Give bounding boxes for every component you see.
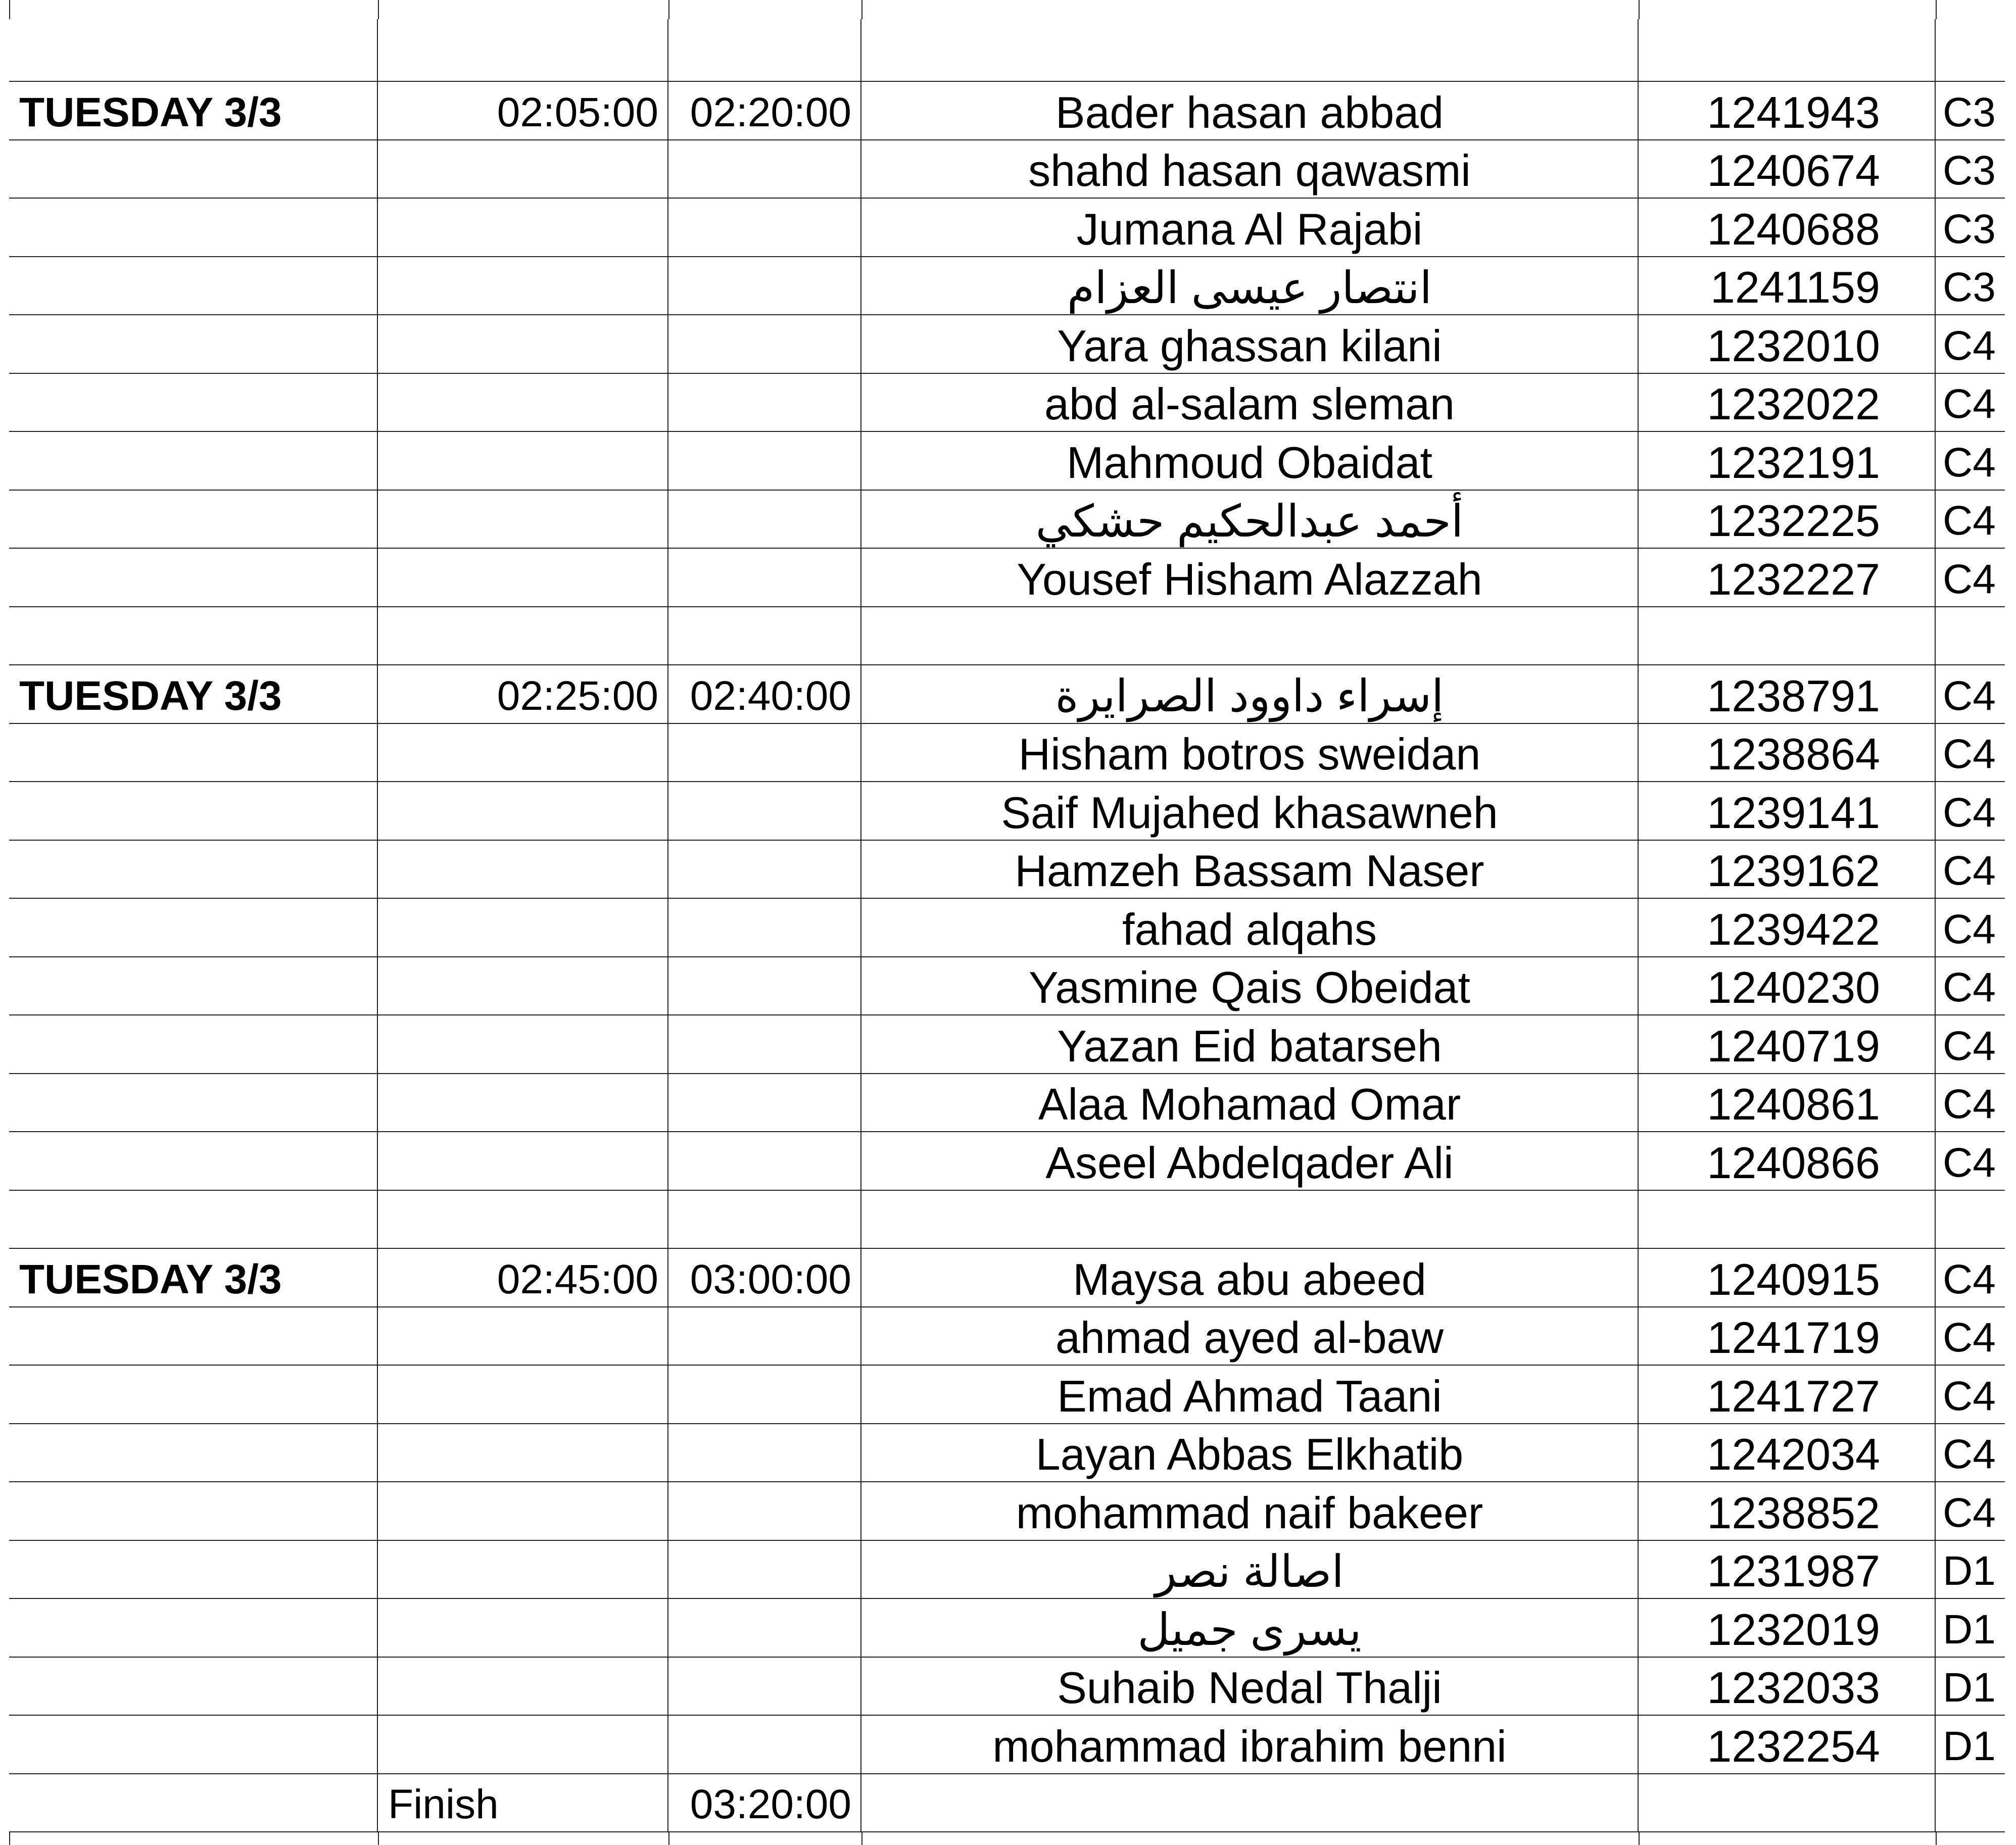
room-cell[interactable]: C4 (1943, 498, 1996, 544)
student-name-cell[interactable]: shahd hasan qawasmi (861, 140, 1639, 198)
table-row (9, 665, 2005, 724)
cell[interactable] (9, 140, 378, 198)
student-name-cell[interactable]: mohammad naif bakeer (861, 1482, 1639, 1540)
student-id-cell[interactable]: 1239162 (1639, 841, 1936, 898)
start-time-cell[interactable]: 02:25:00 (378, 665, 668, 723)
student-id-cell[interactable]: 1232019 (1639, 1599, 1936, 1657)
cell[interactable] (9, 782, 378, 840)
day-cell[interactable]: TUESDAY 3/3 (9, 665, 378, 723)
cell[interactable] (1639, 19, 1936, 81)
student-name-cell[interactable]: Mahmoud Obaidat (861, 432, 1639, 490)
table-row (9, 549, 2005, 607)
cell[interactable] (9, 1366, 378, 1423)
table-row (9, 1074, 2005, 1133)
cell[interactable] (9, 899, 378, 956)
table-row (9, 82, 2005, 140)
table-row (9, 1307, 2005, 1366)
cell[interactable] (861, 1191, 1639, 1248)
cell[interactable] (668, 1424, 861, 1482)
student-id-cell[interactable]: 1241727 (1639, 1366, 1936, 1423)
student-id-cell[interactable]: 1240719 (1639, 1015, 1936, 1073)
table-row (9, 724, 2005, 783)
student-name-cell[interactable]: ahmad ayed al-baw (861, 1307, 1639, 1365)
cell[interactable] (9, 957, 378, 1015)
student-id-cell[interactable]: 1240688 (1639, 199, 1936, 256)
cell[interactable] (378, 1191, 668, 1248)
day-cell[interactable]: TUESDAY 3/3 (9, 82, 378, 139)
student-id-cell[interactable]: 1232010 (1639, 315, 1936, 373)
schedule-sheet (9, 19, 2005, 1832)
cell[interactable] (378, 782, 668, 840)
room-cell[interactable]: C4 (1943, 556, 1996, 602)
room-cell[interactable]: C3 (1943, 264, 1996, 311)
cell[interactable] (668, 1716, 861, 1773)
cell[interactable] (9, 1541, 378, 1598)
blank-row (9, 607, 2005, 666)
table-row (9, 257, 2005, 316)
cell[interactable] (668, 1191, 861, 1248)
cell[interactable] (668, 19, 861, 81)
room-cell[interactable]: C4 (1943, 1431, 1996, 1478)
table-row (9, 1482, 2005, 1541)
cell[interactable] (378, 1424, 668, 1482)
cell[interactable] (668, 374, 861, 431)
student-id-cell[interactable]: 1239141 (1639, 782, 1936, 840)
cell[interactable] (9, 1716, 378, 1773)
cell[interactable] (668, 1482, 861, 1540)
table-row (9, 199, 2005, 257)
cell[interactable] (9, 432, 378, 490)
cell[interactable] (1936, 19, 2005, 81)
cell[interactable] (378, 1599, 668, 1657)
cell[interactable] (378, 315, 668, 373)
student-id-cell[interactable]: 1241159 (1639, 257, 1936, 315)
student-id-cell[interactable]: 1240915 (1639, 1249, 1936, 1306)
student-id-cell[interactable]: 1240230 (1639, 957, 1936, 1015)
cell[interactable] (668, 724, 861, 782)
cell[interactable] (9, 1599, 378, 1657)
cell[interactable] (378, 374, 668, 431)
cell[interactable] (668, 841, 861, 898)
student-id-cell[interactable]: 1241943 (1639, 82, 1936, 139)
student-name-cell[interactable]: إسراء داوود الصرايرة (861, 665, 1639, 723)
student-id-cell[interactable]: 1232022 (1639, 374, 1936, 431)
start-time-cell[interactable]: 02:45:00 (378, 1249, 668, 1306)
table-row (9, 1132, 2005, 1191)
table-row (9, 1541, 2005, 1599)
cell[interactable] (378, 607, 668, 665)
cell[interactable] (378, 1482, 668, 1540)
cell[interactable] (668, 1541, 861, 1598)
cell[interactable] (668, 957, 861, 1015)
cell[interactable] (378, 724, 668, 782)
room-cell[interactable]: C4 (1943, 322, 1996, 369)
cell[interactable] (861, 19, 1639, 81)
room-cell[interactable]: C4 (1943, 731, 1996, 778)
cell[interactable] (378, 1074, 668, 1132)
cell[interactable] (9, 19, 378, 81)
room-cell[interactable]: C4 (1943, 1081, 1996, 1128)
room-cell[interactable]: C4 (1943, 1489, 1996, 1536)
table-row (9, 782, 2005, 841)
cell[interactable] (378, 1132, 668, 1190)
cell[interactable] (668, 1366, 861, 1423)
student-name-cell[interactable]: Yasmine Qais Obeidat (861, 957, 1639, 1015)
student-id-cell[interactable]: 1231987 (1639, 1541, 1936, 1598)
cell[interactable] (378, 199, 668, 256)
end-time-cell[interactable]: 02:20:00 (668, 82, 861, 139)
student-id-cell[interactable]: 1232191 (1639, 432, 1936, 490)
table-row (9, 899, 2005, 957)
cell[interactable] (378, 491, 668, 548)
student-name-cell[interactable]: Emad Ahmad Taani (861, 1366, 1639, 1423)
room-cell[interactable]: C4 (1943, 1256, 1996, 1302)
student-name-cell[interactable]: Aseel Abdelqader Ali (861, 1132, 1639, 1190)
student-id-cell[interactable]: 1238864 (1639, 724, 1936, 782)
student-name-cell[interactable]: Jumana Al Rajabi (861, 199, 1639, 256)
cell[interactable] (9, 199, 378, 256)
cell[interactable] (9, 1191, 378, 1248)
student-id-cell[interactable]: 1232033 (1639, 1658, 1936, 1715)
room-cell[interactable]: C4 (1943, 789, 1996, 836)
cell[interactable] (9, 1132, 378, 1190)
student-id-cell[interactable]: 1239422 (1639, 899, 1936, 956)
student-name-cell[interactable]: Hisham botros sweidan (861, 724, 1639, 782)
cell[interactable] (378, 1716, 668, 1773)
blank-row (9, 19, 2005, 82)
cell[interactable] (668, 549, 861, 606)
student-name-cell[interactable]: abd al-salam sleman (861, 374, 1639, 431)
room-cell[interactable]: C4 (1943, 1139, 1996, 1186)
cell[interactable] (9, 1482, 378, 1540)
room-cell[interactable]: D1 (1943, 1548, 1996, 1594)
cell[interactable] (668, 607, 861, 665)
student-name-cell[interactable]: Alaa Mohamad Omar (861, 1074, 1639, 1132)
cell[interactable] (9, 841, 378, 898)
table-row (9, 957, 2005, 1016)
room-cell[interactable]: C4 (1943, 1373, 1996, 1419)
cell[interactable] (378, 899, 668, 956)
student-id-cell[interactable]: 1241719 (1639, 1307, 1936, 1365)
student-name-cell[interactable]: يسرى جميل (861, 1599, 1639, 1657)
cell[interactable] (9, 491, 378, 548)
cell[interactable] (9, 1074, 378, 1132)
cell[interactable] (9, 315, 378, 373)
table-row (9, 491, 2005, 549)
room-cell[interactable]: C4 (1943, 439, 1996, 485)
student-name-cell[interactable]: Yazan Eid batarseh (861, 1015, 1639, 1073)
room-cell[interactable]: C4 (1943, 381, 1996, 427)
table-row (9, 374, 2005, 432)
room-cell[interactable]: C3 (1943, 89, 1996, 135)
room-cell[interactable]: C4 (1943, 906, 1996, 952)
room-cell[interactable]: C3 (1943, 148, 1996, 194)
table-row (9, 1424, 2005, 1483)
student-id-cell[interactable]: 1240861 (1639, 1074, 1936, 1132)
cell[interactable] (1936, 607, 2005, 665)
cell[interactable] (9, 374, 378, 431)
cell[interactable] (9, 724, 378, 782)
day-cell[interactable]: TUESDAY 3/3 (9, 1249, 378, 1306)
student-name-cell[interactable]: Bader hasan abbad (861, 82, 1639, 139)
student-id-cell[interactable]: 1240674 (1639, 140, 1936, 198)
cell[interactable] (1639, 607, 1936, 665)
cell[interactable] (668, 315, 861, 373)
cell[interactable] (378, 257, 668, 315)
student-name-cell[interactable]: Suhaib Nedal Thalji (861, 1658, 1639, 1715)
cell[interactable] (9, 1774, 378, 1832)
cell[interactable] (1639, 1774, 1936, 1832)
cell[interactable] (668, 257, 861, 315)
student-name-cell[interactable]: Maysa abu abeed (861, 1249, 1639, 1306)
cell[interactable] (378, 1658, 668, 1715)
cell[interactable] (9, 1424, 378, 1482)
cell[interactable] (668, 1599, 861, 1657)
cell[interactable] (378, 1307, 668, 1365)
student-name-cell[interactable]: انتصار عيسى العزام (861, 257, 1639, 315)
cell[interactable] (668, 1658, 861, 1715)
cell[interactable] (378, 957, 668, 1015)
table-row (9, 841, 2005, 899)
cell[interactable] (378, 549, 668, 606)
student-name-cell[interactable]: أحمد عبدالحكيم حشكي (861, 491, 1639, 548)
cell[interactable] (668, 432, 861, 490)
finish-label[interactable]: Finish (378, 1774, 668, 1832)
cell[interactable] (9, 257, 378, 315)
cell[interactable] (668, 1074, 861, 1132)
student-name-cell[interactable]: Yara ghassan kilani (861, 315, 1639, 373)
room-cell[interactable]: C3 (1943, 206, 1996, 252)
table-row (9, 1366, 2005, 1424)
student-name-cell[interactable]: fahad alqahs (861, 899, 1639, 956)
student-id-cell[interactable]: 1238791 (1639, 665, 1936, 723)
cell[interactable] (378, 1541, 668, 1598)
cell[interactable] (9, 1658, 378, 1715)
cell[interactable] (668, 1132, 861, 1190)
cell[interactable] (1936, 1774, 2005, 1832)
cell[interactable] (668, 1015, 861, 1073)
cell[interactable] (378, 841, 668, 898)
cell[interactable] (1936, 1191, 2005, 1248)
cell[interactable] (9, 607, 378, 665)
table-row (9, 315, 2005, 374)
student-id-cell[interactable]: 1232254 (1639, 1716, 1936, 1773)
end-time-cell[interactable]: 03:00:00 (668, 1249, 861, 1306)
cell[interactable] (378, 140, 668, 198)
table-row (9, 140, 2005, 199)
cell[interactable] (668, 491, 861, 548)
student-name-cell[interactable]: Yousef Hisham Alazzah (861, 549, 1639, 606)
room-cell[interactable]: C4 (1943, 848, 1996, 894)
student-name-cell[interactable]: mohammad ibrahim benni (861, 1716, 1639, 1773)
table-row (9, 1015, 2005, 1074)
room-cell[interactable]: C4 (1943, 672, 1996, 719)
room-cell[interactable]: D1 (1943, 1723, 1996, 1769)
cell[interactable] (378, 1015, 668, 1073)
end-time-cell[interactable]: 02:40:00 (668, 665, 861, 723)
cell[interactable] (378, 432, 668, 490)
cell[interactable] (668, 199, 861, 256)
cell[interactable] (9, 1015, 378, 1073)
cell[interactable] (861, 1774, 1639, 1832)
cell[interactable] (378, 1366, 668, 1423)
cell[interactable] (9, 549, 378, 606)
start-time-cell[interactable]: 02:05:00 (378, 82, 668, 139)
student-id-cell[interactable]: 1242034 (1639, 1424, 1936, 1482)
cell[interactable] (668, 1307, 861, 1365)
cell[interactable] (668, 899, 861, 956)
room-cell[interactable]: D1 (1943, 1606, 1996, 1653)
table-row (9, 1599, 2005, 1658)
student-name-cell[interactable]: Hamzeh Bassam Naser (861, 841, 1639, 898)
cell[interactable] (668, 140, 861, 198)
room-cell[interactable]: C4 (1943, 964, 1996, 1011)
cell[interactable] (378, 19, 668, 81)
finish-time[interactable]: 03:20:00 (668, 1774, 861, 1832)
room-cell[interactable]: C4 (1943, 1023, 1996, 1069)
student-id-cell[interactable]: 1240866 (1639, 1132, 1936, 1190)
room-cell[interactable]: D1 (1943, 1665, 1996, 1711)
student-id-cell[interactable]: 1238852 (1639, 1482, 1936, 1540)
blank-row (9, 1191, 2005, 1249)
table-row (9, 1658, 2005, 1716)
student-name-cell[interactable]: Layan Abbas Elkhatib (861, 1424, 1639, 1482)
finish-row (9, 1774, 2005, 1833)
cell[interactable] (1639, 1191, 1936, 1248)
room-cell[interactable]: C4 (1943, 1315, 1996, 1361)
student-name-cell[interactable]: Saif Mujahed khasawneh (861, 782, 1639, 840)
student-name-cell[interactable]: اصالة نصر (861, 1541, 1639, 1598)
student-id-cell[interactable]: 1232227 (1639, 549, 1936, 606)
cell[interactable] (9, 1307, 378, 1365)
table-row (9, 1716, 2005, 1774)
cell[interactable] (668, 782, 861, 840)
student-id-cell[interactable]: 1232225 (1639, 491, 1936, 548)
table-row (9, 1249, 2005, 1307)
cell[interactable] (861, 607, 1639, 665)
table-row (9, 432, 2005, 491)
